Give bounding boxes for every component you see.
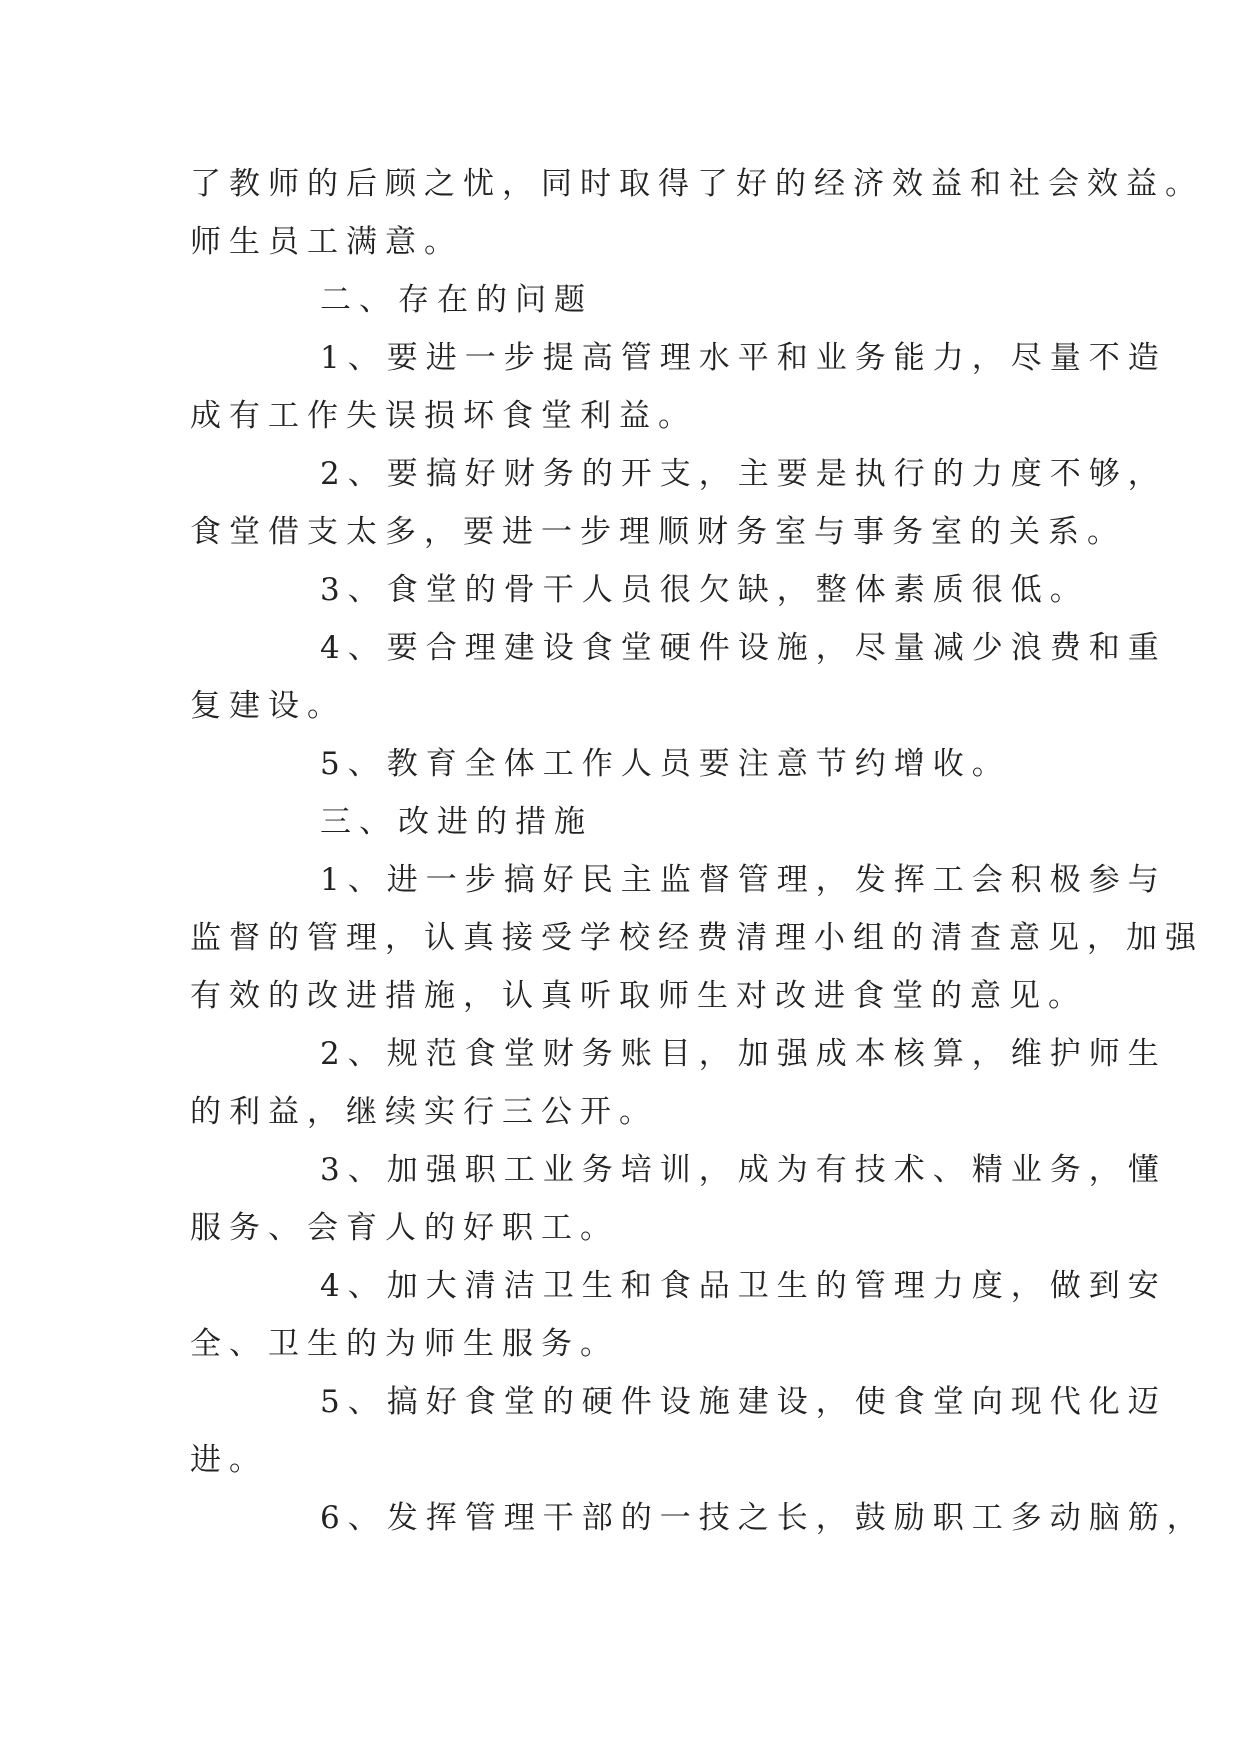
text-line-21: 全、卫生的为师生服务。 (190, 1326, 619, 1362)
text-line-13: 1、进一步搞好民主监督管理，发挥工会积极参与 (320, 862, 1167, 898)
document-body (190, 155, 1206, 1547)
text-line-7: 食堂借支太多，要进一步理顺财务室与事务室的关系。 (190, 514, 1126, 550)
section-heading-measures: 三、改进的措施 (320, 804, 593, 840)
text-line-11: 5、教育全体工作人员要注意节约增收。 (320, 746, 1011, 782)
text-line-15: 有效的改进措施，认真听取师生对改进食堂的意见。 (190, 978, 1087, 1014)
text-line-20: 4、加大清洁卫生和食品卫生的管理力度，做到安 (320, 1268, 1167, 1304)
text-line-4: 1、要进一步提高管理水平和业务能力，尽量不造 (320, 340, 1167, 376)
text-line-5: 成有工作失误损坏食堂利益。 (190, 398, 697, 434)
text-line-9: 4、要合理建设食堂硬件设施，尽量减少浪费和重 (320, 630, 1167, 666)
text-line-17: 的利益，继续实行三公开。 (190, 1094, 658, 1130)
text-line-10: 复建设。 (190, 688, 346, 724)
text-line-18: 3、加强职工业务培训，成为有技术、精业务，懂 (320, 1152, 1167, 1188)
text-line-2: 师生员工满意。 (190, 224, 463, 260)
text-line-24: 6、发挥管理干部的一技之长，鼓励职工多动脑筋， (320, 1500, 1206, 1536)
section-heading-problems: 二、存在的问题 (320, 282, 593, 318)
text-line-19: 服务、会育人的好职工。 (190, 1210, 619, 1246)
text-line-8: 3、食堂的骨干人员很欠缺，整体素质很低。 (320, 572, 1089, 608)
text-line-1: 了教师的后顾之忧，同时取得了好的经济效益和社会效益。 (190, 166, 1204, 202)
text-line-23: 进。 (190, 1442, 268, 1478)
text-line-16: 2、规范食堂财务账目，加强成本核算，维护师生 (320, 1036, 1167, 1072)
text-line-6: 2、要搞好财务的开支，主要是执行的力度不够， (320, 456, 1167, 492)
text-line-14: 监督的管理，认真接受学校经费清理小组的清查意见，加强 (190, 920, 1204, 956)
text-line-22: 5、搞好食堂的硬件设施建设，使食堂向现代化迈 (320, 1384, 1167, 1420)
